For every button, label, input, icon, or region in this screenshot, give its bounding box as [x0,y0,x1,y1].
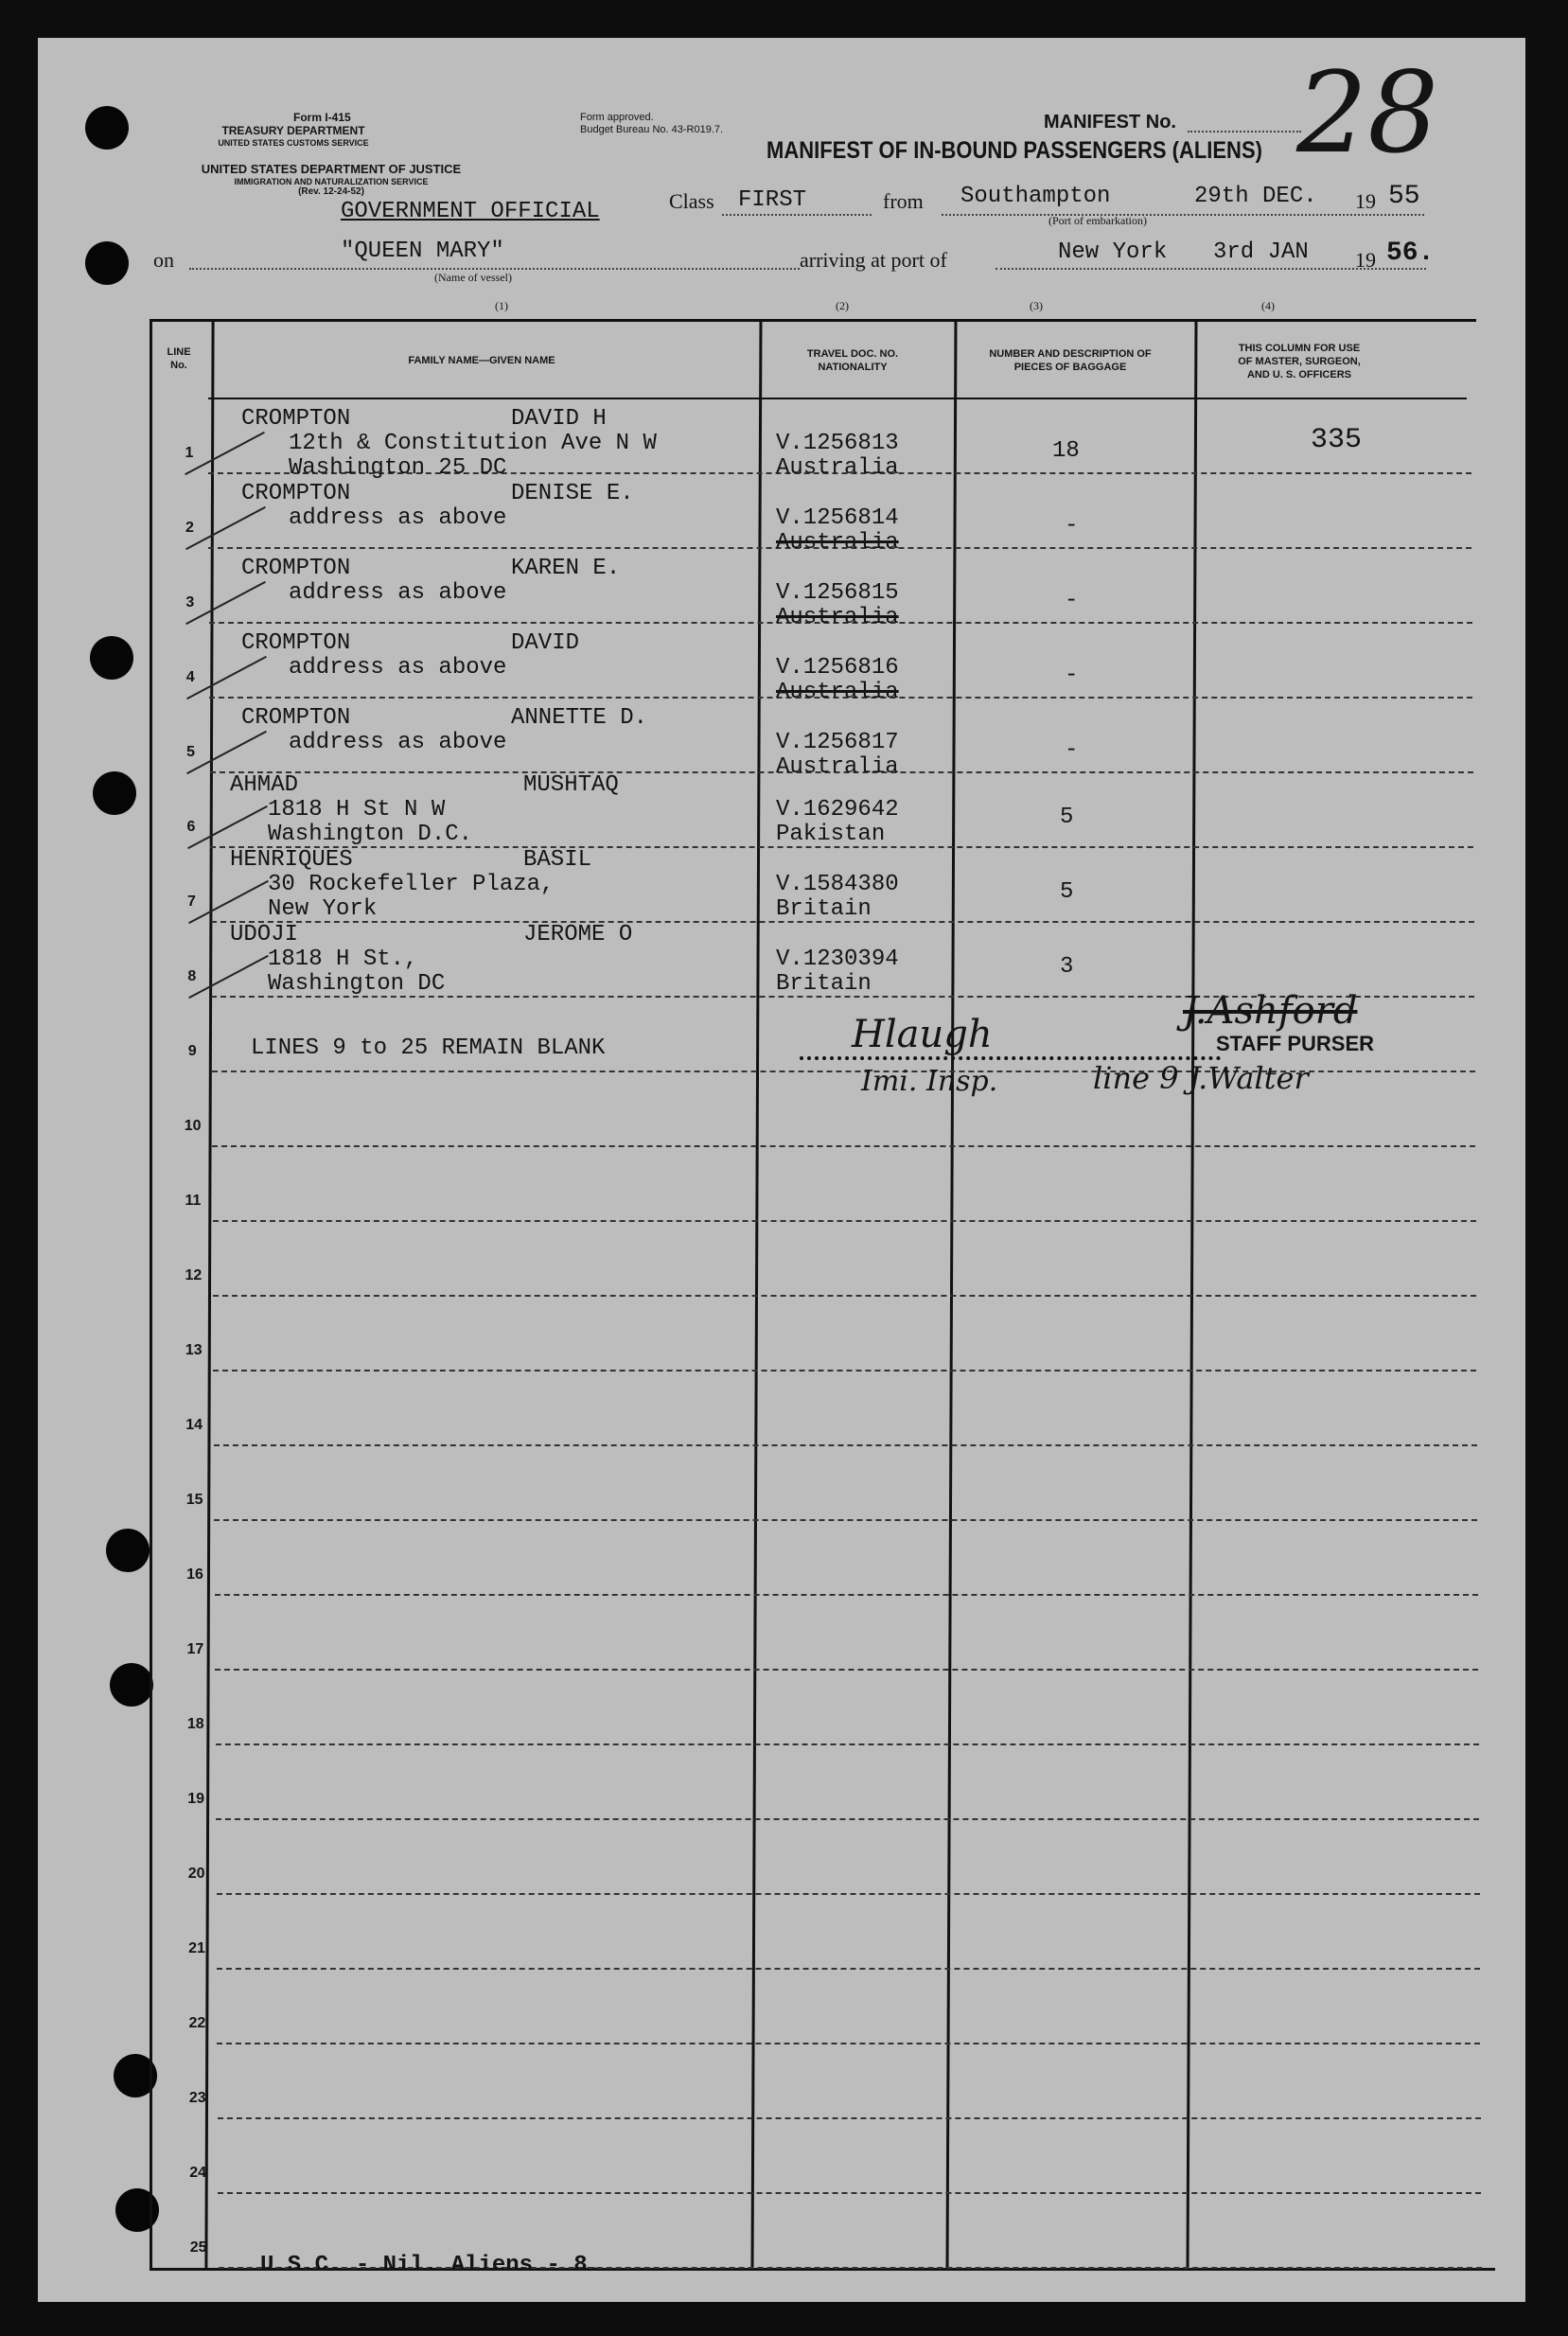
given-name: DENISE E. [511,481,634,506]
footer-summary: U.S.C. - Nil. Aliens - 8. [260,2253,602,2278]
manifest-sheet [38,38,1525,2302]
justice-department: UNITED STATES DEPARTMENT OF JUSTICE [201,162,462,176]
baggage-count: 3 [1060,954,1074,980]
address: address as above [289,655,507,681]
line-number: 2 [185,520,194,536]
line-number: 15 [185,1492,203,1508]
ins-service: IMMIGRATION AND NATURALIZATION SERVICE [234,176,429,186]
arriving-label: arriving at port of [800,248,947,272]
baggage-count: 5 [1060,879,1074,905]
address: 12th & Constitution Ave N W Washington 25 DC [289,431,657,481]
travel-doc-number: V.1256817 [776,730,899,755]
officer-signature: Hlaugh [852,1013,993,1056]
travel-doc-number: V.1256814 [776,505,899,531]
baggage-count: - [1065,513,1079,539]
row-rule [215,1594,1478,1596]
given-name: ANNETTE D. [511,705,648,731]
line-number: 17 [186,1641,204,1657]
row-rule [216,1743,1479,1745]
embarkation-year: 55 [1388,182,1420,211]
manifest-title: MANIFEST OF IN-BOUND PASSENGERS (ALIENS) [766,137,1262,164]
punch-hole [85,106,129,150]
line-number: 22 [188,2015,206,2031]
line-number: 5 [186,744,196,760]
family-name: CROMPTON [241,406,351,432]
line-number: 1 [185,445,194,461]
justice-block [151,163,511,198]
line-number: 23 [188,2090,206,2106]
travel-doc-number: V.1584380 [776,872,899,897]
officer-use-header: THIS COLUMN FOR USE OF MASTER, SURGEON, AND U. S. OFFICERS [1238,343,1361,380]
baggage-count: 5 [1060,805,1074,830]
address: address as above [289,580,507,606]
nationality: Pakistan [776,822,886,847]
row-rule [213,1370,1476,1372]
class-label: Class [669,189,714,213]
address: address as above [289,730,507,755]
table-top-border [151,319,1476,322]
line-number: 10 [184,1118,202,1134]
line-number: 11 [185,1193,202,1209]
row-rule [214,1519,1477,1521]
given-name: BASIL [523,847,592,873]
row-rule [214,1444,1477,1446]
line-number: 18 [186,1716,204,1732]
port-of-arrival: New York [1058,239,1168,265]
manifest-number: 28 [1296,47,1439,178]
given-name: MUSHTAQ [523,772,619,798]
budget-bureau: Budget Bureau No. 43-R019.7. [580,123,724,135]
row-rule [218,2117,1481,2119]
family-name: UDOJI [230,922,299,947]
name-header: FAMILY NAME—GIVEN NAME [408,355,555,366]
line-number: 3 [185,594,195,611]
given-name: KAREN E. [511,556,621,581]
nationality: Australia [776,530,899,556]
officer-note: 335 [1311,424,1363,456]
row-rule [213,1295,1476,1297]
vessel-caption: (Name of vessel) [434,271,512,284]
row-rule [217,1893,1480,1895]
nationality: Australia [776,605,899,630]
form-approved: Form approved. [580,112,654,123]
arrival-year: 56. [1386,239,1435,268]
revision-date: (Rev. 12-24-52) [298,186,364,198]
line-number: 9 [187,1043,197,1059]
arrival-date: 3rd JAN [1213,239,1309,265]
row-rule [217,1968,1480,1970]
embark-year-prefix: 19 [1355,189,1376,213]
line-number: 14 [185,1417,203,1433]
arrive-year-prefix: 19 [1355,248,1376,272]
nationality: Australia [776,754,899,780]
class-value: FIRST [738,187,807,213]
doc-header: TRAVEL DOC. NO. NATIONALITY [806,348,899,373]
nationality: Britain [776,896,872,922]
col-num-4: (4) [1261,299,1275,312]
nationality: Australia [776,455,899,481]
baggage-count: 18 [1052,438,1080,464]
travel-doc-number: V.1256813 [776,431,899,456]
line-number: 19 [187,1791,205,1807]
header-bottom-line [208,398,1467,399]
purser-signature-2: line 9 J.Walter [1093,1060,1309,1096]
col-num-1: (1) [495,299,508,312]
row-rule [218,2192,1481,2194]
address: 1818 H St N W Washington D.C. [268,797,473,847]
port-embarkation-caption: (Port of embarkation) [1048,214,1147,227]
col-num-2: (2) [836,299,849,312]
baggage-count: - [1065,737,1079,763]
line-number: 8 [187,968,197,984]
manifest-number-label: MANIFEST No. [1044,112,1176,133]
given-name: DAVID H [511,406,607,432]
line-number: 16 [186,1566,203,1583]
table-left-border [150,319,152,2271]
line-number: 6 [186,819,196,835]
from-label: from [883,189,924,213]
line-number: 12 [185,1267,203,1283]
row-rule [217,2043,1480,2044]
punch-hole [115,2188,159,2232]
baggage-count: - [1065,663,1079,688]
row-rule [213,1220,1476,1222]
punch-hole [90,636,133,680]
given-name: JEROME O [523,922,633,947]
punch-hole [106,1529,150,1572]
embarkation-date: 29th DEC. [1194,184,1317,209]
punch-hole [110,1663,153,1707]
col-num-3: (3) [1030,299,1043,312]
officer-signature-2: Imi. Insp. [861,1065,998,1098]
approval-block [580,112,826,135]
family-name: CROMPTON [241,556,351,581]
family-name: HENRIQUES [230,847,353,873]
address: 30 Rockefeller Plaza, New York [268,872,555,922]
row-rule [216,1818,1479,1820]
nationality: Britain [776,971,872,997]
staff-purser-label: STAFF PURSER [1216,1032,1375,1055]
line-no-header: LINE No. [167,346,191,371]
line-number: 24 [189,2165,207,2181]
given-name: DAVID [511,630,580,656]
punch-hole [93,771,136,815]
department-name: TREASURY DEPARTMENT [221,123,365,137]
line-number: 20 [187,1866,205,1882]
punch-hole [85,241,129,285]
travel-doc-number: V.1256816 [776,655,899,681]
family-name: CROMPTON [241,481,351,506]
address: address as above [289,505,507,531]
form-agency-block [142,112,445,148]
row-rule [215,1669,1478,1671]
purser-signature: J.Ashford [1183,989,1358,1033]
family-name: CROMPTON [241,630,351,656]
travel-doc-number: V.1256815 [776,580,899,606]
nationality: Australia [776,680,899,705]
manifest-number-line [1188,131,1301,133]
line-number: 25 [189,2239,207,2256]
on-label: on [153,248,174,272]
customs-service: UNITED STATES CUSTOMS SERVICE [218,137,369,148]
travel-doc-number: V.1629642 [776,797,899,823]
family-name: AHMAD [230,772,299,798]
line-number: 7 [186,894,196,910]
passenger-category: GOVERNMENT OFFICIAL [341,199,600,224]
line-number: 4 [185,669,195,685]
baggage-header: NUMBER AND DESCRIPTION OF PIECES OF BAGGAGE [989,348,1152,373]
port-of-embarkation: Southampton [960,184,1111,209]
family-name: CROMPTON [241,705,351,731]
baggage-count: - [1065,588,1079,613]
remain-blank-note: LINES 9 to 25 REMAIN BLANK [251,1035,606,1061]
form-number: Form I-415 [293,111,351,124]
row-rule [212,1145,1475,1147]
address: 1818 H St., Washington DC [268,947,446,997]
line-number: 21 [188,1940,205,1956]
vessel-name: "QUEEN MARY" [341,239,504,264]
line-number: 13 [185,1342,203,1358]
travel-doc-number: V.1230394 [776,947,899,972]
